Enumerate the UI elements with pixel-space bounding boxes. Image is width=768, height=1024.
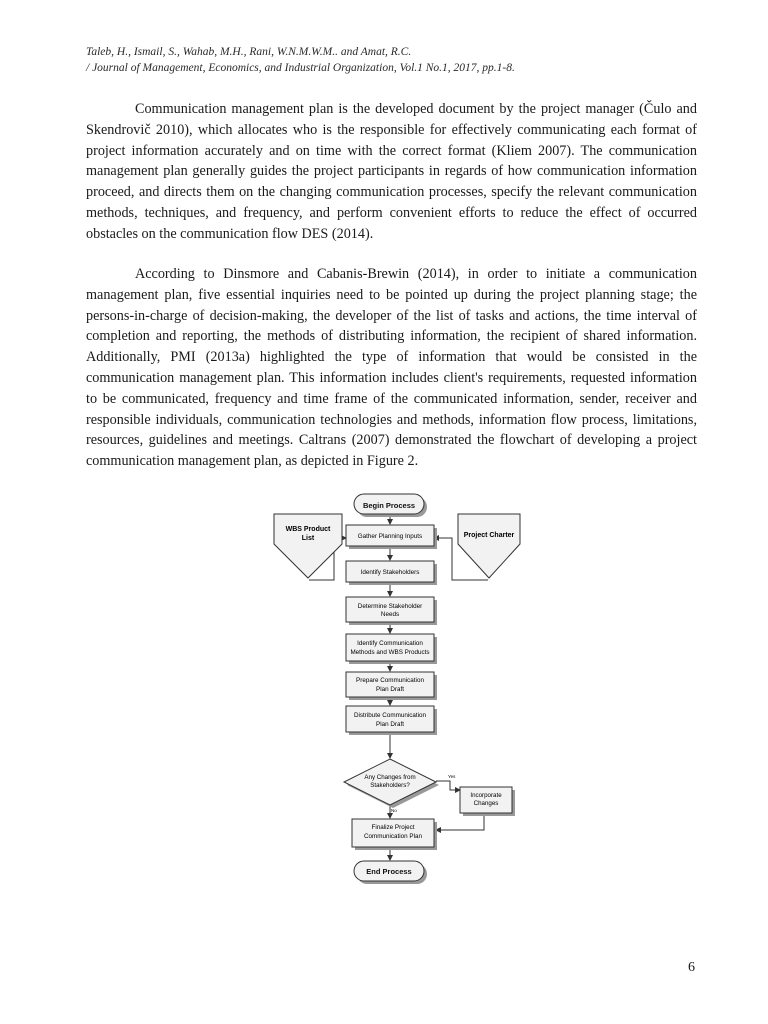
svg-text:End Process: End Process [366,867,412,876]
step-identify-stakeholders [346,561,437,585]
yes-label: Yes [448,774,456,779]
step-gather-inputs [346,525,437,549]
citation-authors: Taleb, H., Ismail, S., Wahab, M.H., Rani, W.N.M.W.M.. and Amat, R.C. [86,46,412,58]
svg-text:Plan Draft: Plan Draft [376,686,404,693]
step-identify-methods [346,634,437,664]
svg-text:Stakeholders?: Stakeholders? [370,782,410,789]
svg-text:Plan Draft: Plan Draft [376,721,404,728]
begin-process-terminal [354,494,427,517]
svg-text:Any Changes from: Any Changes from [364,774,416,781]
svg-text:Changes: Changes [473,800,499,807]
citation-header [86,44,706,76]
svg-text:Gather Planning Inputs: Gather Planning Inputs [357,533,423,540]
step-determine-needs [346,597,437,625]
svg-text:Identify Stakeholders: Identify Stakeholders [360,569,420,576]
paragraph-2: According to Dinsmore and Cabanis-Brewin (2014), in order to initiate a communication management plan, five essential inquiries need to be pointed up during the project planning stage; the persons-in-charge of decision-making, the developer of the list of tasks and actions, the time interval of completion and reporting, the methods of distributing information, the recipient of shared information. Additionally, PMI (2013a) highlighted the type of information that would be consisted in the communication management plan. This information includes client's requirements, requested information to be communicated, frequency and time frame of the communicated information, sender, receiver and responsible individuals, communication technologies and methods, information flow process, limitations, resources, guidelines and meetings. Caltrans (2007) demonstrated the flowchart of developing a project communication management plan, as depicted in Figure 2. [86,266,697,470]
end-process-terminal [354,861,427,884]
svg-text:Incorporate: Incorporate [470,792,502,799]
svg-text:Needs: Needs [380,611,400,618]
svg-text:List: List [301,535,315,542]
citation-journal: / Journal of Management, Economics, and Industrial Organization, Vol.1 No.1, 2017, pp.1-8. [86,62,515,74]
flowchart-svg [262,490,534,890]
no-label: No [391,808,397,813]
svg-text:Identify Communication: Identify Communication [357,640,423,647]
incorporate-changes-node [460,787,515,816]
paragraph-1: Communication management plan is the developed document by the project manager (Čulo and Skendrovič 2010), which allocates who is the responsible for effectively communicating each format of project information accurately and on time with the correct format (Kliem 2007). The communication management plan generally guides the project participants in regards of how communication information proceed, and directs them on the changing communication processes, specify the relevant communication methods, techniques, and frequency, and perform convenient efforts to reduce the effect of occurred obstacles on the communication flow DES (2014). [86,101,697,242]
svg-text:Prepare Communication: Prepare Communication [356,677,424,684]
svg-text:Project Charter: Project Charter [463,532,515,539]
step-prepare-draft [346,672,437,700]
svg-text:Finalize Project: Finalize Project [371,824,415,831]
svg-text:Distribute Communication: Distribute Communication [353,712,427,719]
figure-flowchart [262,490,534,890]
svg-text:Determine Stakeholder: Determine Stakeholder [357,603,423,610]
step-distribute-draft [346,706,437,735]
svg-text:WBS Product: WBS Product [285,526,331,533]
svg-text:Methods and WBS Products: Methods and WBS Products [350,649,430,656]
wbs-product-list-node [274,514,342,578]
decision-any-changes [344,759,439,808]
svg-text:Communication Plan: Communication Plan [363,833,423,840]
page-number: 6 [688,960,695,975]
svg-text:Begin Process: Begin Process [362,501,416,510]
project-charter-node [458,514,520,578]
step-finalize-plan [352,819,437,850]
